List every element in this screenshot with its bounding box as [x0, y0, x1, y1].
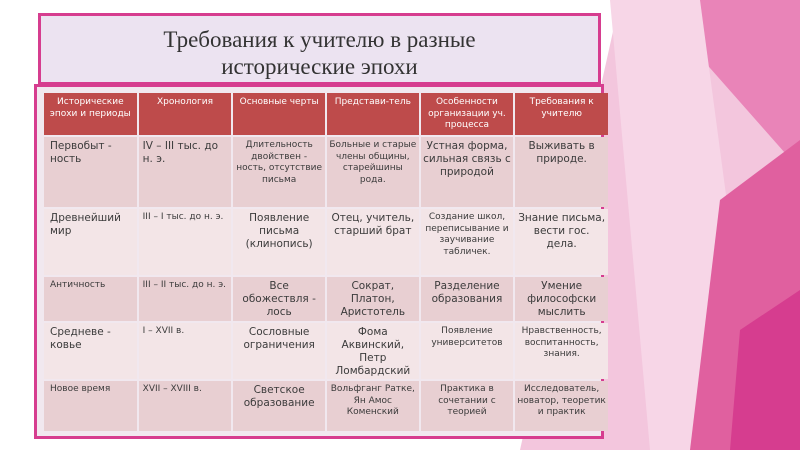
header-chronology: Хронология [139, 93, 232, 135]
cell-features: Длительность двойствен - ность, отсутствие письма [233, 137, 325, 207]
cell-representative: Отец, учитель, старший брат [327, 209, 419, 275]
cell-requirements: Умение философски мыслить [515, 277, 608, 321]
cell-features: Все обожествля - лось [233, 277, 325, 321]
cell-epoch: Новое время [44, 381, 137, 431]
table-row [44, 381, 608, 431]
cell-representative: Сократ, Платон, Аристотель [327, 277, 419, 321]
header-epochs: Исторические эпохи и периоды [44, 93, 137, 135]
cell-features: Светское образование [233, 381, 325, 431]
cell-requirements: Нравственность, воспитанность, знания. [515, 323, 608, 379]
epochs-table [42, 91, 610, 433]
table-row [44, 137, 608, 207]
cell-chronology: III – II тыс. до н. э. [139, 277, 232, 321]
table-header-row [44, 93, 608, 135]
cell-representative: Фома Аквинский, Петр Ломбардский [327, 323, 419, 379]
cell-representative: Больные и старые члены общины, старейшины рода. [327, 137, 419, 207]
header-main-features: Основные черты [233, 93, 325, 135]
cell-process: Устная форма, сильная связь с природой [421, 137, 514, 207]
cell-epoch: Средневе - ковье [44, 323, 137, 379]
cell-process: Практика в сочетании с теорией [421, 381, 514, 431]
cell-chronology: III – I тыс. до н. э. [139, 209, 232, 275]
table-row [44, 209, 608, 275]
cell-epoch: Первобыт - ность [44, 137, 137, 207]
table-frame [34, 84, 604, 439]
header-teacher-requirements: Требования к учителю [515, 93, 608, 135]
cell-features: Появление письма (клинопись) [233, 209, 325, 275]
cell-epoch: Древнейший мир [44, 209, 137, 275]
slide-title-box [38, 13, 601, 85]
header-representative: Представи-тель [327, 93, 419, 135]
cell-chronology: IV – III тыс. до н. э. [139, 137, 232, 207]
cell-chronology: XVII – XVIII в. [139, 381, 232, 431]
cell-process: Разделение образования [421, 277, 514, 321]
header-process-features: Особенности организации уч. процесса [421, 93, 514, 135]
cell-requirements: Знание письма, вести гос. дела. [515, 209, 608, 275]
cell-process: Создание школ, переписывание и заучивание табличек. [421, 209, 514, 275]
cell-features: Сословные ограничения [233, 323, 325, 379]
slide-title-line-2: исторические эпохи [221, 54, 418, 79]
table-row [44, 277, 608, 321]
cell-epoch: Античность [44, 277, 137, 321]
cell-requirements: Выживать в природе. [515, 137, 608, 207]
slide-title-line-1: Требования к учителю в разные [163, 27, 476, 52]
cell-chronology: I – XVII в. [139, 323, 232, 379]
cell-process: Появление университетов [421, 323, 514, 379]
cell-representative: Вольфганг Ратке, Ян Амос Коменский [327, 381, 419, 431]
slide-title [41, 26, 598, 80]
table-row [44, 323, 608, 379]
cell-requirements: Исследователь, новатор, теоретик и практик [515, 381, 608, 431]
